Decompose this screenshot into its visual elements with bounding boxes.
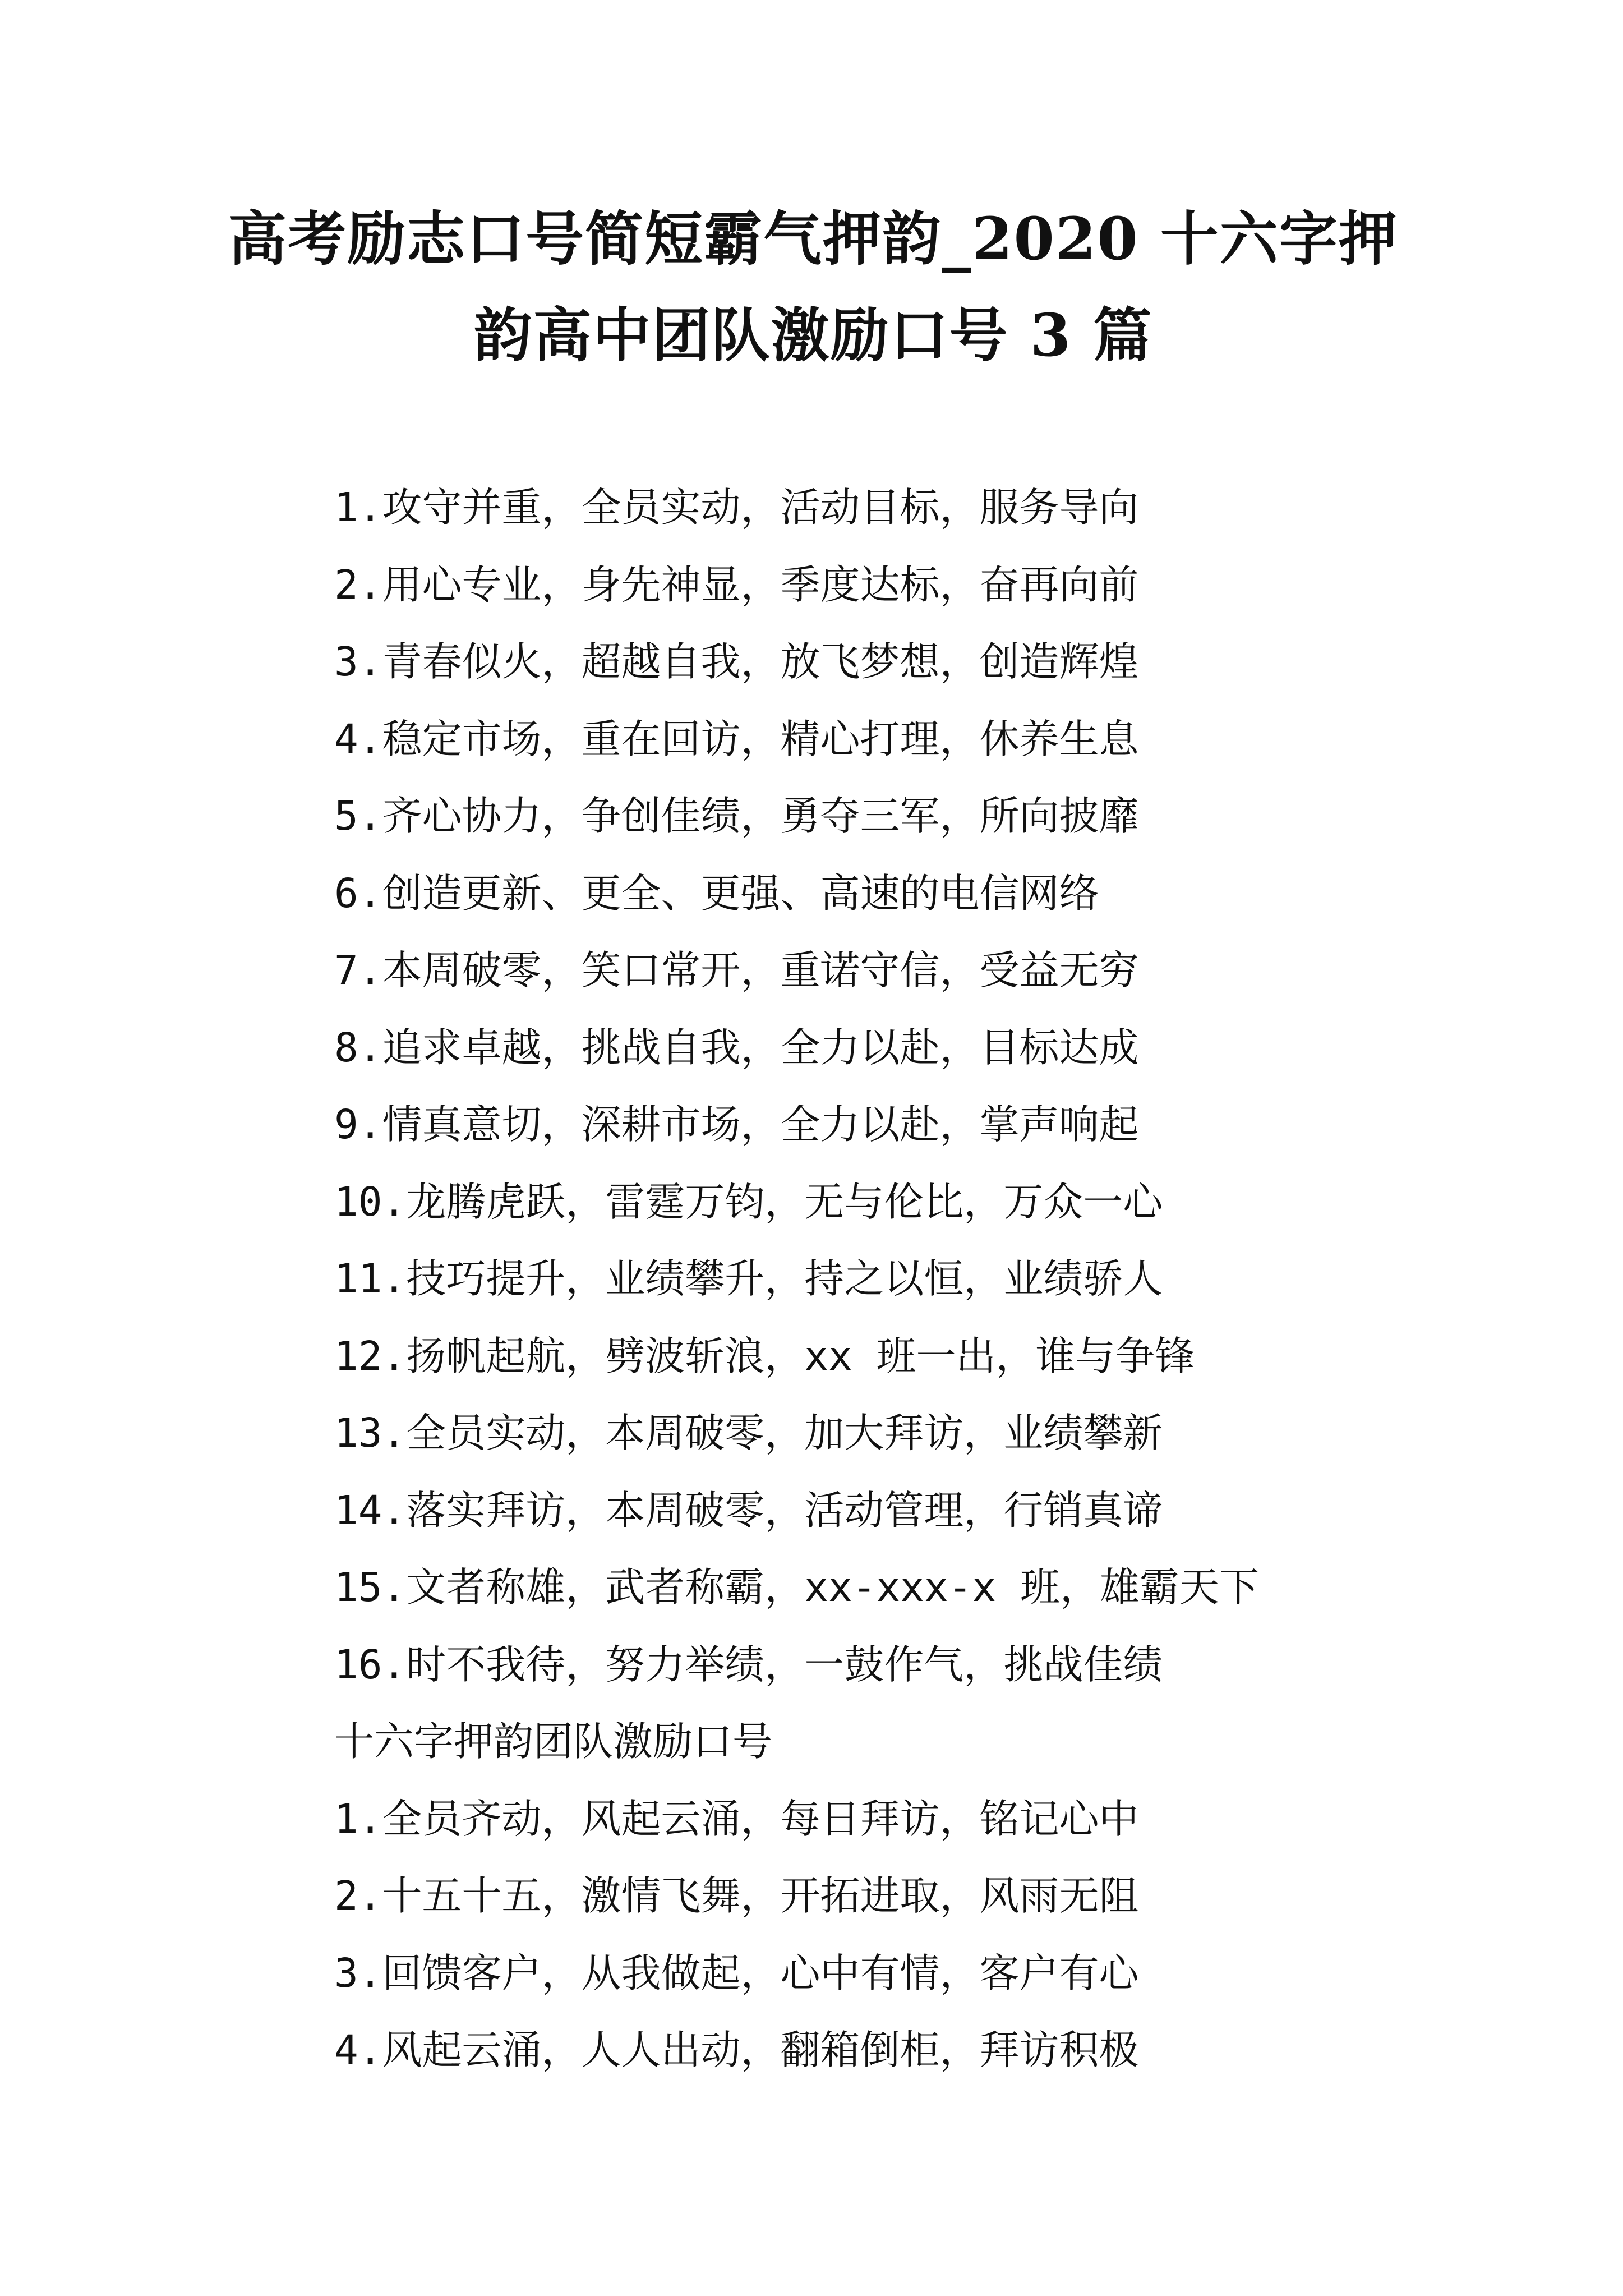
slogan-line: 12.扬帆起航，劈波斩浪，xx 班一出，谁与争锋 xyxy=(334,1332,1195,1379)
slogan-line: 10.龙腾虎跃，雷霆万钧，无与伦比，万众一心 xyxy=(334,1178,1163,1225)
slogan-line: 5.齐心协力，争创佳绩，勇夺三军，所向披靡 xyxy=(334,793,1139,839)
slogan-line: 11.技巧提升，业绩攀升，持之以恒，业绩骄人 xyxy=(334,1255,1163,1302)
slogan-line: 1.全员齐动，风起云涌，每日拜访，铭记心中 xyxy=(334,1795,1139,1842)
slogan-line: 16.时不我待，努力举绩，一鼓作气，挑战佳绩 xyxy=(334,1641,1163,1688)
slogan-line: 4.风起云涌，人人出动，翻箱倒柜，拜访积极 xyxy=(334,2027,1139,2073)
slogan-line: 1.攻守并重，全员实动，活动目标，服务导向 xyxy=(334,484,1139,531)
slogan-line: 3.青春似火，超越自我，放飞梦想，创造辉煌 xyxy=(334,638,1139,685)
title-line-1: 高考励志口号简短霸气押韵_2020 十六字押 xyxy=(228,204,1398,273)
slogan-line: 7.本周破零，笑口常开，重诺守信，受益无穷 xyxy=(334,947,1139,993)
document-body xyxy=(334,469,1484,2089)
slogan-line: 13.全员实动，本周破零，加大拜访，业绩攀新 xyxy=(334,1410,1163,1456)
slogan-line: 4.稳定市场，重在回访，精心打理，休养生息 xyxy=(334,715,1139,762)
slogan-line: 2.十五十五，激情飞舞，开拓进取，风雨无阻 xyxy=(334,1872,1139,1919)
section-heading: 十六字押韵团队激励口号 xyxy=(334,1718,773,1765)
slogan-line: 9.情真意切，深耕市场，全力以赴，掌声响起 xyxy=(334,1101,1139,1148)
title-line-2: 韵高中团队激励口号 3 篇 xyxy=(473,301,1153,370)
slogan-line: 6.创造更新、更全、更强、高速的电信网络 xyxy=(334,869,1099,917)
slogan-line: 14.落实拜访，本周破零，活动管理，行销真谛 xyxy=(334,1487,1163,1534)
slogan-line: 2.用心专业，身先神显，季度达标，奋再向前 xyxy=(334,561,1139,608)
slogan-line: 15.文者称雄，武者称霸，xx-xxx-x 班，雄霸天下 xyxy=(334,1564,1259,1611)
document-title xyxy=(202,191,1424,384)
slogan-line: 8.追求卓越，挑战自我，全力以赴，目标达成 xyxy=(334,1024,1139,1071)
slogan-line: 3.回馈客户，从我做起，心中有情，客户有心 xyxy=(334,1949,1139,1996)
